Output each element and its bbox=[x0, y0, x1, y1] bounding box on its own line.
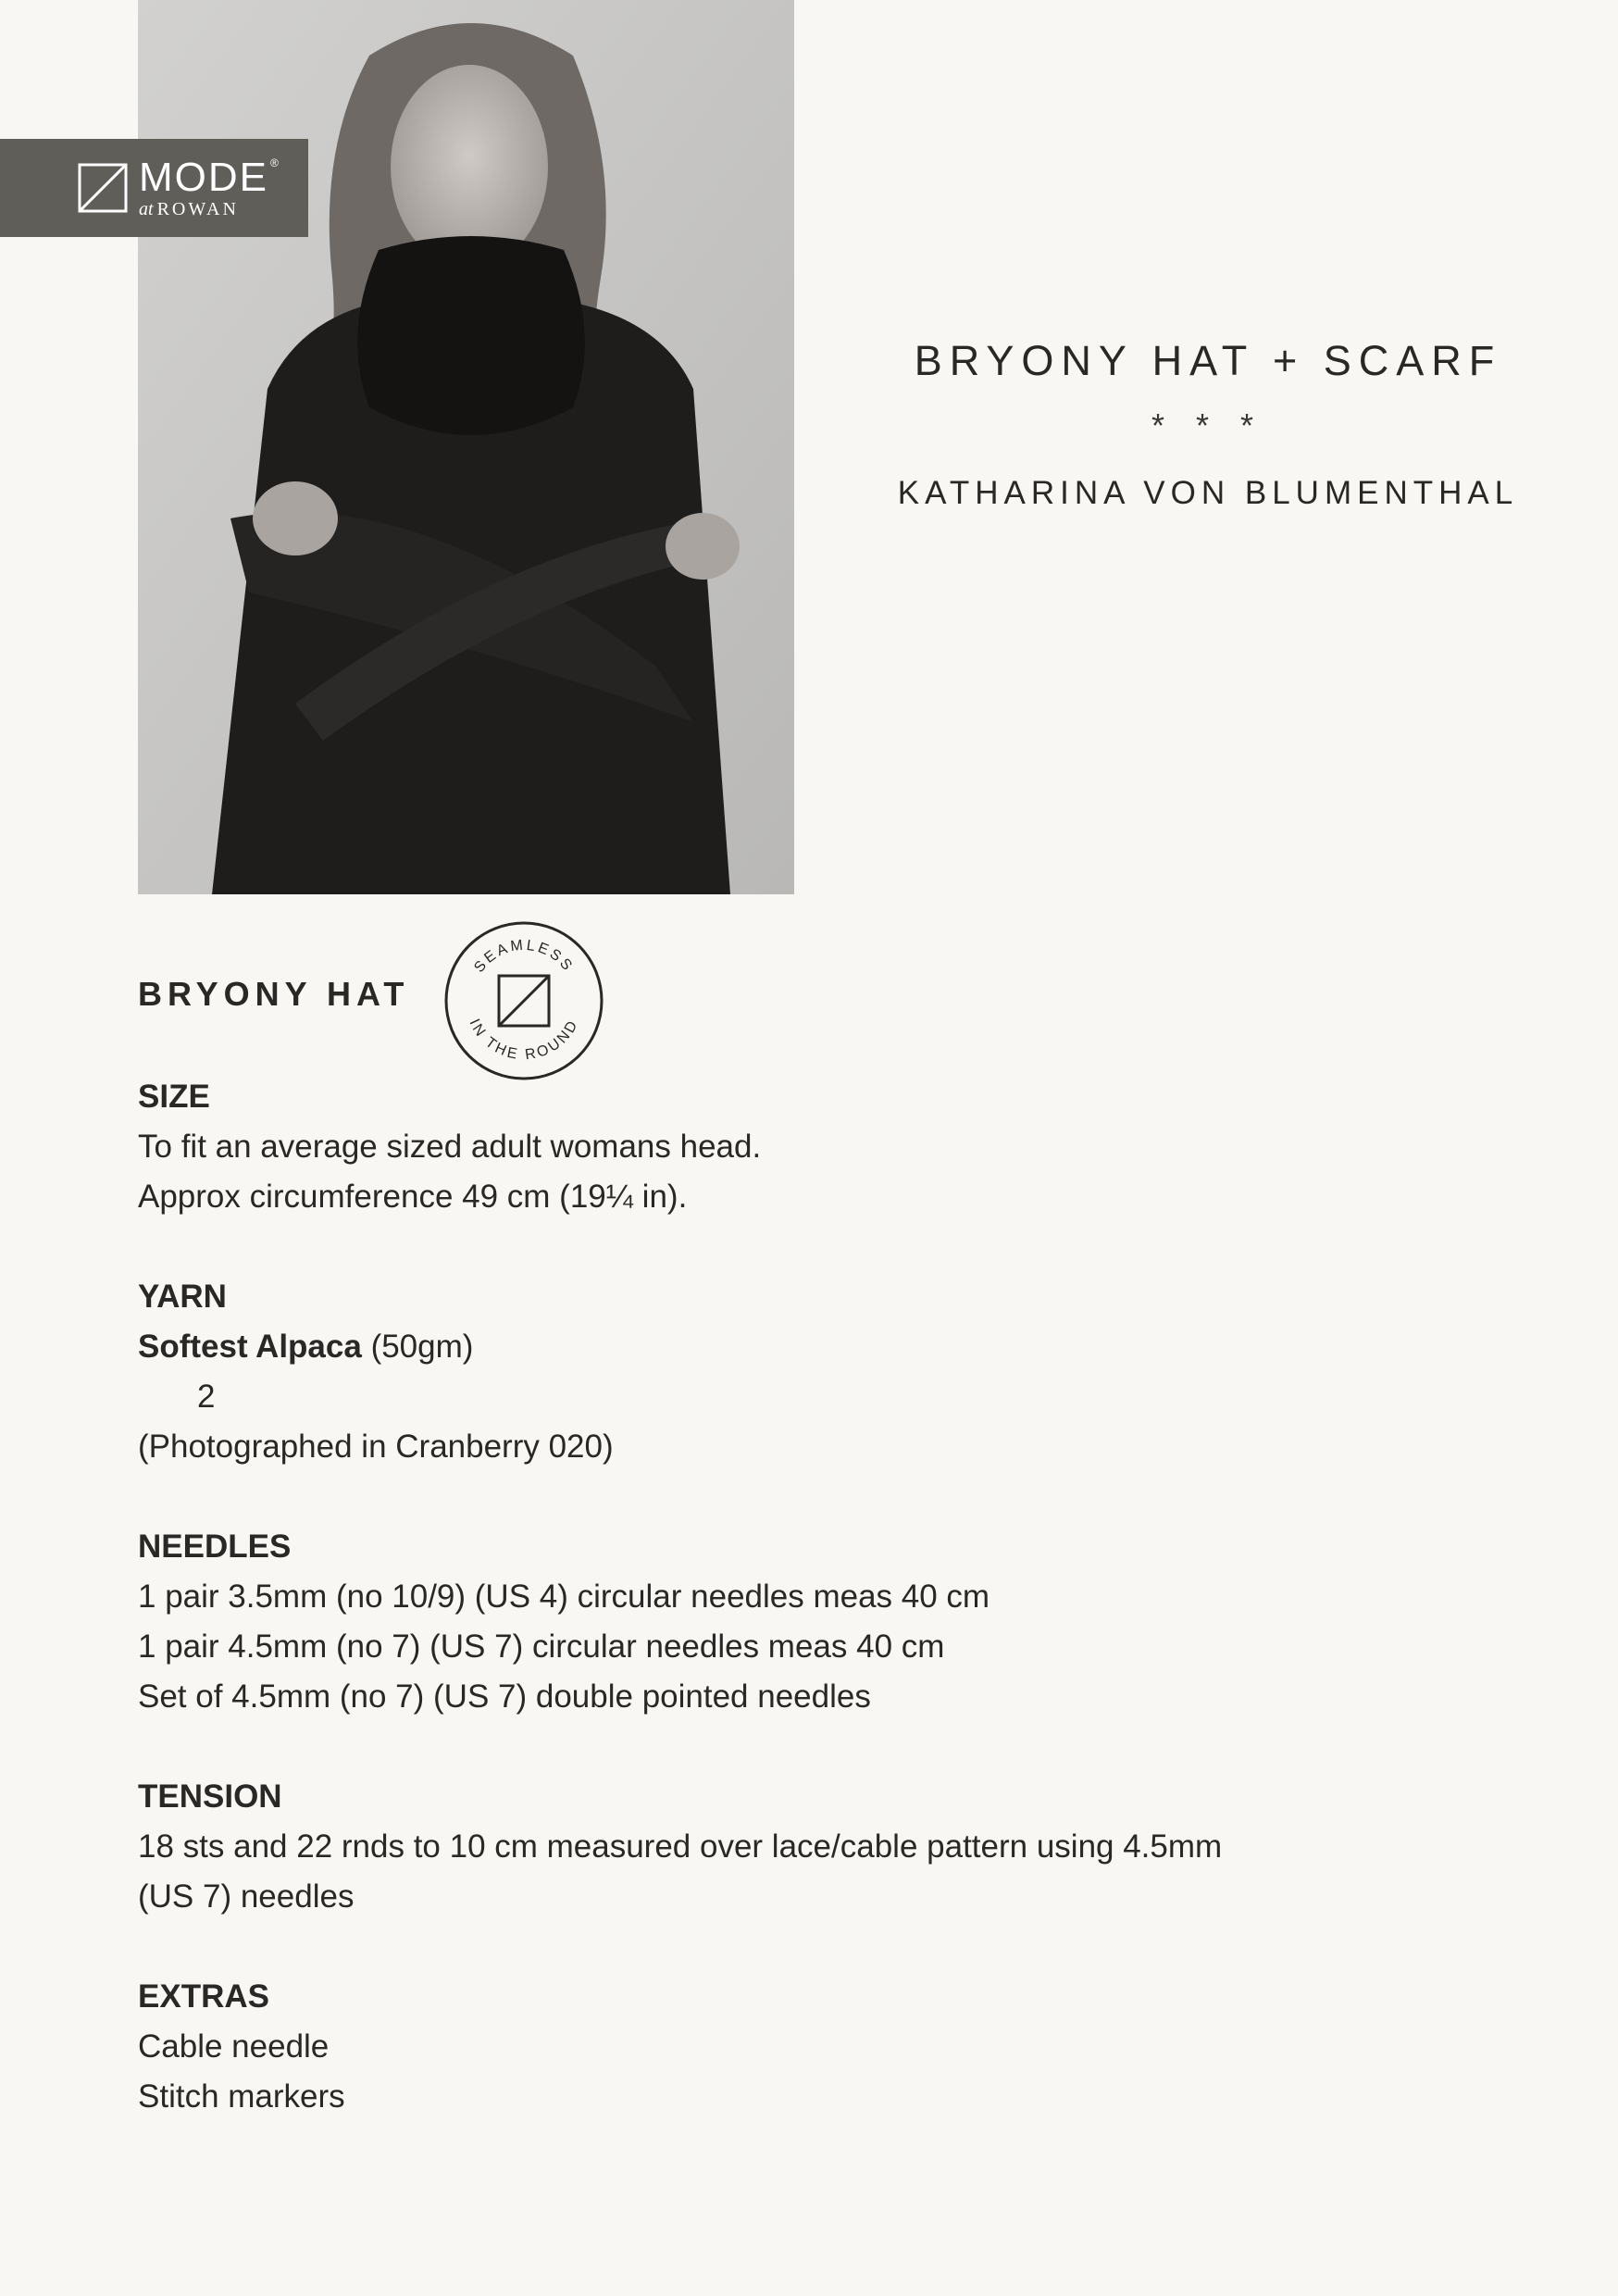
size-section bbox=[138, 1072, 1480, 1222]
size-line: Approx circumference 49 cm (19¼ in). bbox=[138, 1179, 688, 1215]
brand-logo bbox=[0, 139, 308, 237]
title-separator: * * * bbox=[1151, 406, 1265, 444]
yarn-heading: YARN bbox=[138, 1279, 227, 1315]
tension-line: (US 7) needles bbox=[138, 1878, 355, 1915]
yarn-weight: (50gm) bbox=[370, 1329, 474, 1365]
needles-line: 1 pair 4.5mm (no 7) (US 7) circular needles meas 40 cm bbox=[138, 1628, 945, 1665]
seamless-badge-graphic bbox=[443, 920, 604, 1081]
model-photo bbox=[138, 0, 794, 894]
yarn-section bbox=[138, 1272, 1480, 1472]
section-title: BRYONY HAT bbox=[138, 975, 410, 1013]
model-photo-illustration bbox=[138, 0, 794, 894]
size-line: To fit an average sized adult womans head. bbox=[138, 1129, 762, 1165]
needles-heading: NEEDLES bbox=[138, 1529, 292, 1565]
square-diagonal-icon bbox=[78, 163, 128, 213]
needles-line: 1 pair 3.5mm (no 10/9) (US 4) circular needles meas 40 cm bbox=[138, 1578, 990, 1615]
badge-bottom-text: IN THE ROUND bbox=[466, 1016, 582, 1064]
extras-section bbox=[138, 1972, 1480, 2122]
badge-top-text: SEAMLESS bbox=[471, 937, 577, 976]
extras-line: Cable needle bbox=[138, 2028, 330, 2065]
page-title: BRYONY HAT + SCARF bbox=[914, 337, 1502, 384]
brand-name: MODE ® bbox=[139, 155, 280, 200]
yarn-line bbox=[138, 1322, 1480, 1372]
tension-heading: TENSION bbox=[138, 1778, 282, 1815]
yarn-name: Softest Alpaca bbox=[138, 1329, 362, 1365]
brand-subtitle: at ROWAN bbox=[139, 199, 239, 219]
yarn-quantity: 2 bbox=[197, 1379, 216, 1415]
yarn-colour: (Photographed in Cranberry 020) bbox=[138, 1429, 614, 1465]
tension-section bbox=[138, 1772, 1480, 1922]
needles-line: Set of 4.5mm (no 7) (US 7) double pointed needles bbox=[138, 1678, 871, 1715]
designer-name: KATHARINA VON BLUMENTHAL bbox=[897, 475, 1519, 511]
extras-line: Stitch markers bbox=[138, 2078, 345, 2115]
size-heading: SIZE bbox=[138, 1079, 210, 1115]
needles-section bbox=[138, 1522, 1480, 1722]
extras-heading: EXTRAS bbox=[138, 1978, 269, 2015]
title-block bbox=[833, 333, 1583, 515]
tension-line: 18 sts and 22 rnds to 10 cm measured over lace/cable pattern using 4.5mm bbox=[138, 1828, 1223, 1865]
pattern-specifications bbox=[138, 1072, 1480, 2172]
seamless-badge bbox=[443, 920, 604, 1081]
square-diagonal-icon bbox=[499, 976, 549, 1026]
